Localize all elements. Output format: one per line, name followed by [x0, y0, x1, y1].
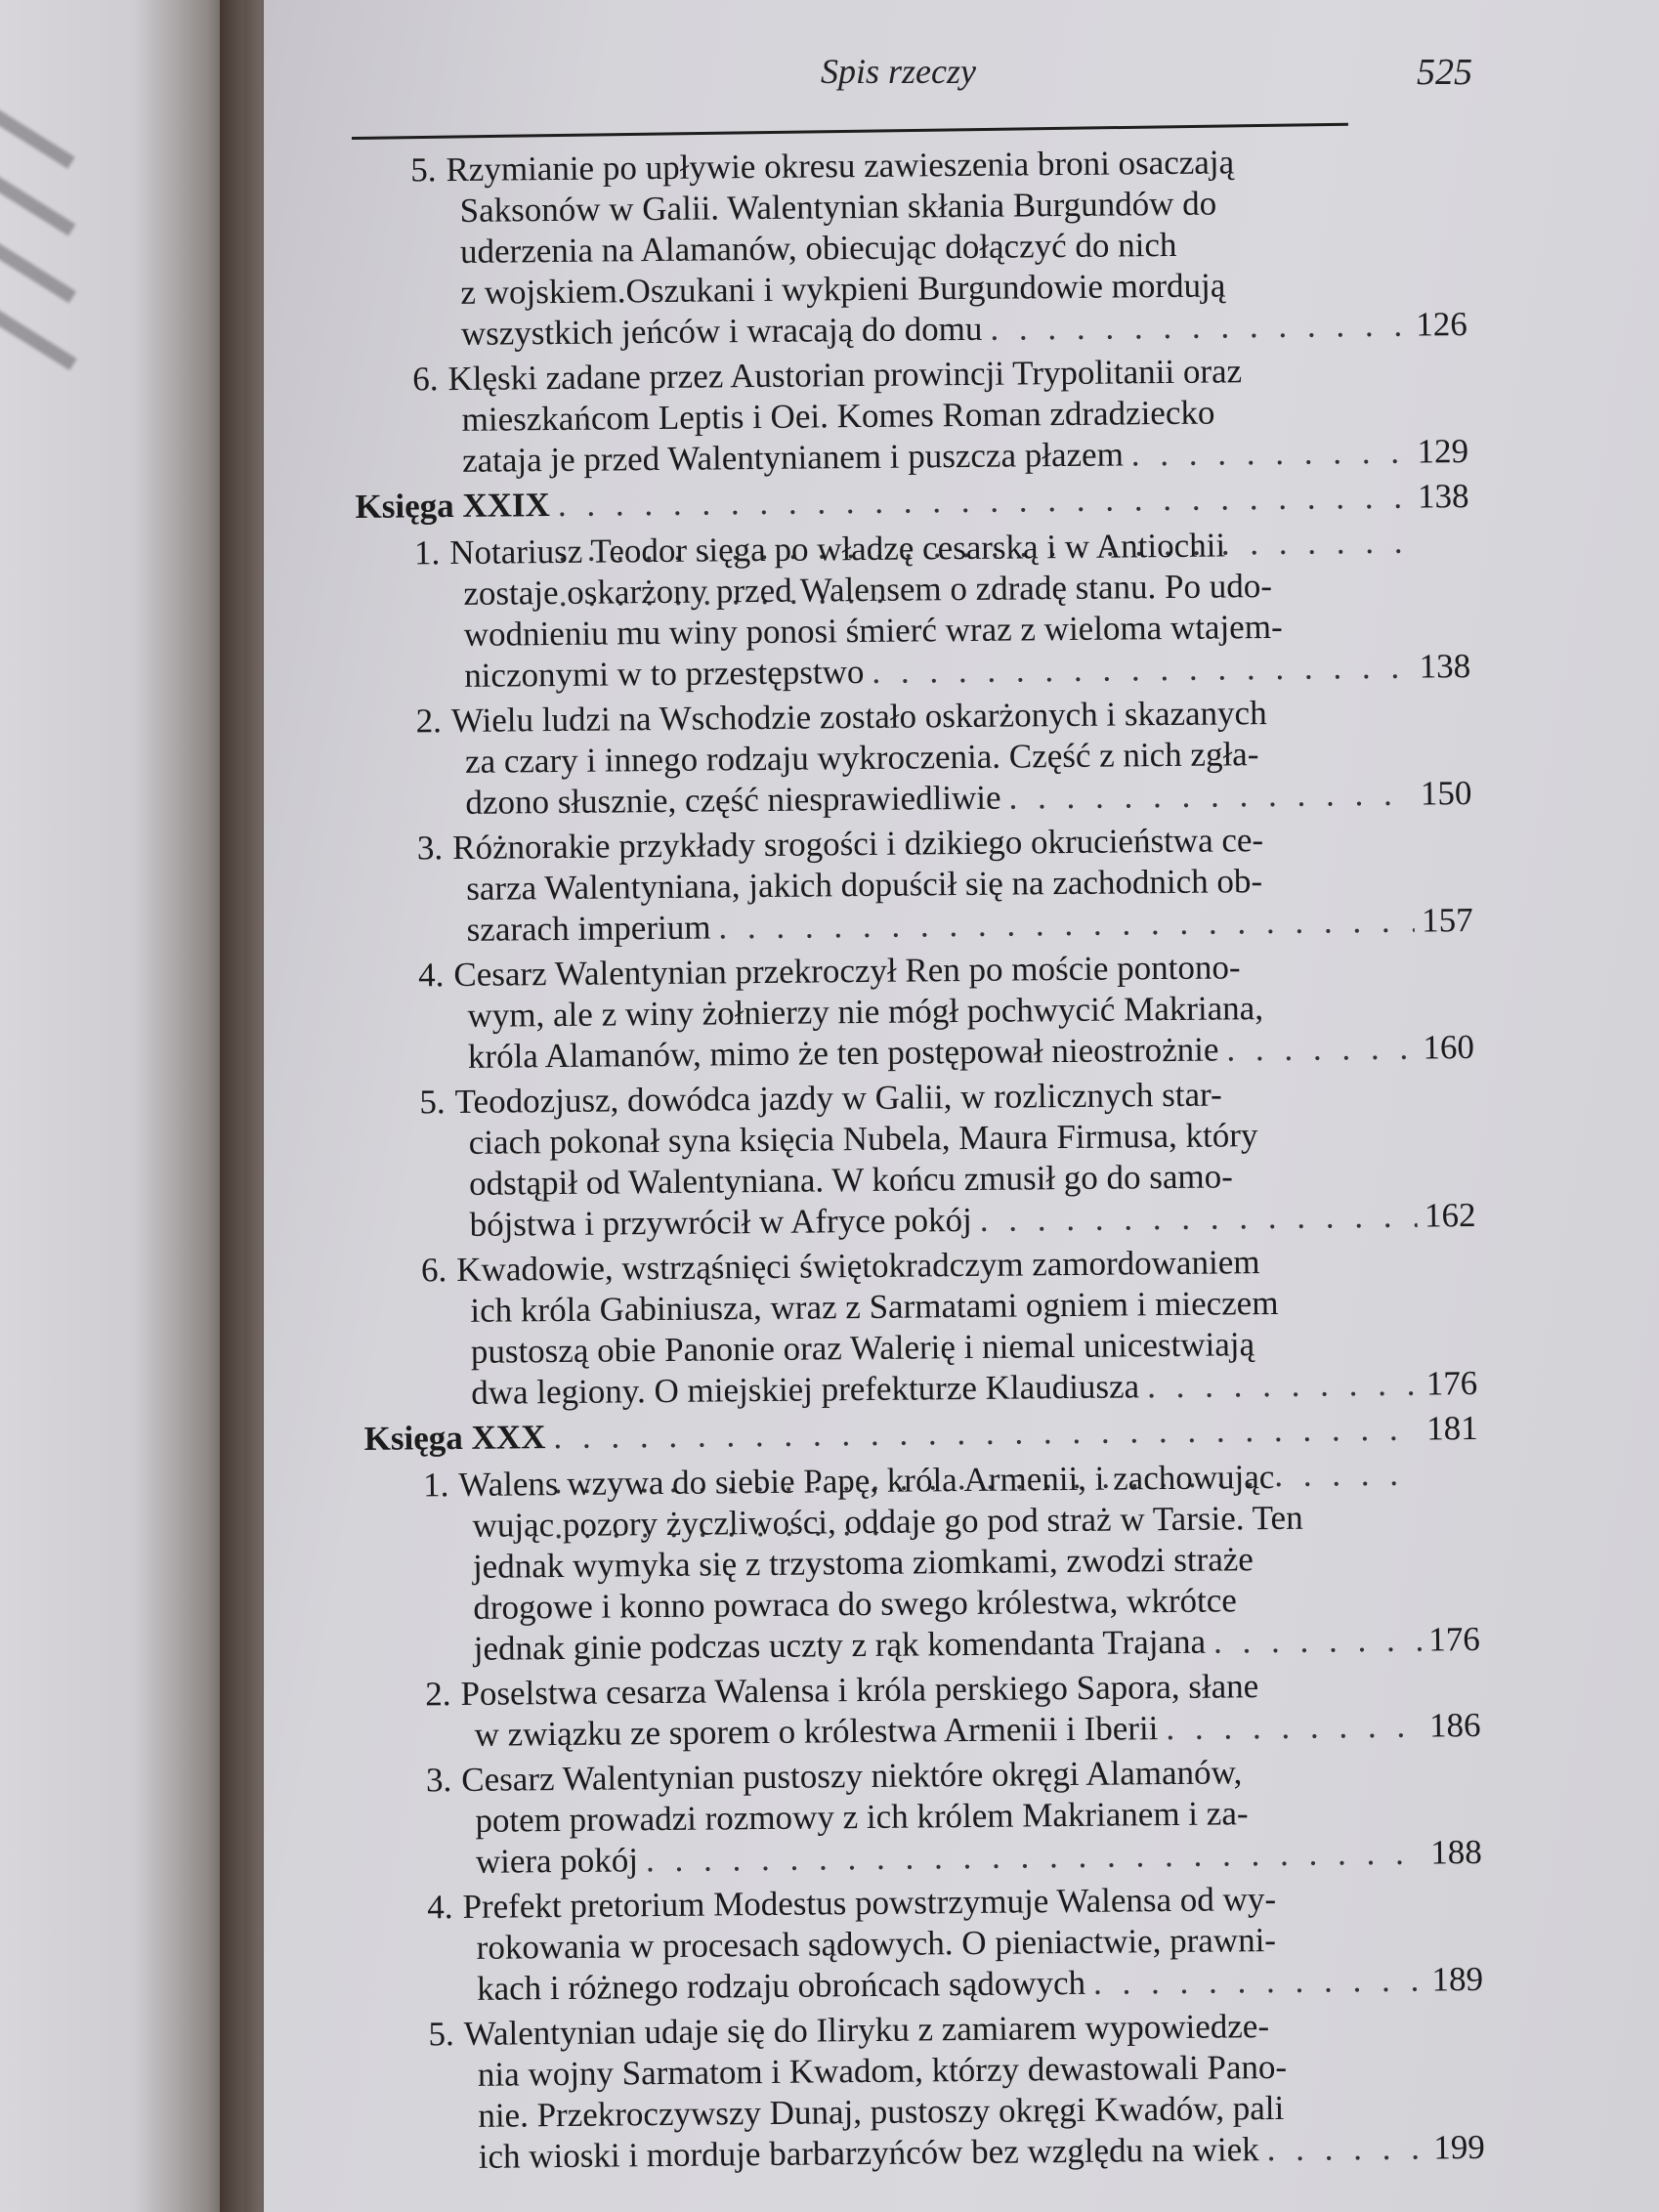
toc-page-number: 189 [1431, 1959, 1484, 1999]
entry-text: nia wojny Sarmatom i Kwadom, którzy dewastowali Pano- [477, 2047, 1288, 2094]
entry-text: drogowe i konno powraca do swego królestwa, wkrótce [473, 1581, 1237, 1627]
entry-text: jednak ginie podczas uczty z rąk komendanta Trajana [473, 1622, 1207, 1668]
right-page [264, 0, 1659, 2212]
entry-text: jednak wymyka się z trzystoma ziomkami, zwodzi straże [472, 1540, 1255, 1586]
dot-leader [646, 1833, 1424, 1882]
entry-text: nie. Przekroczywszy Dunaj, pustoszy okręgi Kwadów, pali [478, 2088, 1285, 2135]
entry-number: 3. [425, 1761, 452, 1800]
entry-text: ich wioski i morduje barbarzyńców bez względu na wiek [478, 2130, 1259, 2176]
entry-number: 6. [412, 360, 439, 399]
entry-text: odstąpił od Walentyniana. W końcu zmusił go do samo- [469, 1157, 1234, 1203]
toc-page-number: 199 [1433, 2127, 1485, 2167]
left-facing-page [0, 0, 244, 2212]
left-page-blurred-text [0, 39, 215, 2212]
entry-number: 5. [419, 1083, 446, 1122]
entry-text: Wielu ludzi na Wschodzie zostało oskarżonych i skazanych [450, 694, 1267, 741]
entry-text: króla Alamanów, mimo że ten postępował nieostrożnie [467, 1030, 1219, 1076]
entry-text: uderzenia na Alamanów, obiecując dołączyć do nich [459, 225, 1177, 271]
toc-page-number: 176 [1425, 1363, 1478, 1403]
entry-number: 3. [416, 829, 444, 868]
toc-book-heading [363, 1406, 1477, 1462]
dot-leader [1166, 1706, 1422, 1750]
entry-text: sarza Walentyniana, jakich dopuścił się na zachodnich ob- [466, 862, 1263, 908]
toc-book-heading [355, 474, 1468, 530]
toc-entry [362, 1240, 1478, 1415]
toc-entry [357, 691, 1471, 825]
entry-text: wszystkich jeńców i wracają do domu [460, 309, 983, 353]
toc-page-number: 186 [1428, 1705, 1481, 1745]
entry-text: zostaje oskarżony przed Walensem o zdradę stanu. Po udo- [463, 566, 1273, 613]
entry-number: 5. [410, 150, 437, 190]
entry-text: ich króla Gabiniusza, wraz z Sarmatami ogniem i mieczem [470, 1283, 1279, 1330]
entry-text: Saksonów w Galii. Walentynian skłania Burgundów do [459, 184, 1217, 230]
dot-leader [872, 647, 1412, 693]
toc-page-number: 181 [1425, 1408, 1478, 1448]
entry-text: Kwadowie, wstrząśnięci świętokradczym zamordowaniem [456, 1243, 1260, 1290]
header-rule [352, 123, 1348, 140]
entry-text: zataja je przed Walentynianem i puszcza płazem [461, 435, 1124, 480]
dot-leader [1008, 774, 1413, 819]
dot-leader [1093, 1960, 1425, 2004]
entry-text: wym, ale z winy żołnierzy nie mógł pochwycić Makriana, [467, 989, 1264, 1035]
entry-text: Różnorakie przykłady srogości i dzikiego okrucieństwa ce- [451, 821, 1264, 868]
entry-text: pustoszą obie Panonie oraz Walerię i niemal unicestwiają [470, 1325, 1255, 1371]
toc-entry [359, 818, 1473, 952]
toc-entry [368, 1877, 1483, 2011]
entry-text: wując pozory życzliwości, oddaje go pod straż w Tarsie. Ten [472, 1498, 1303, 1545]
entry-text: Prefekt pretorium Modestus powstrzymuje Walensa od wy- [462, 1880, 1277, 1926]
entry-text: Klęski zadane przez Austorian prowincji Trypolitanii oraz [447, 352, 1243, 399]
toc-entry [366, 1664, 1481, 1757]
entry-number: 1. [413, 533, 441, 573]
toc-entry [367, 1750, 1482, 1884]
entry-number: 4. [427, 1888, 453, 1927]
entry-number: 2. [425, 1675, 451, 1714]
dot-leader [1213, 1620, 1422, 1663]
dot-leader [980, 1196, 1418, 1241]
running-title: Spis rzeczy [821, 52, 976, 91]
toc-page-number: 150 [1420, 774, 1472, 813]
table-of-contents [352, 136, 1485, 2179]
entry-text: Notariusz Teodor sięga po władzę cesarską i w Antiochii [449, 526, 1226, 573]
toc-entry [369, 2004, 1485, 2179]
toc-entry [356, 523, 1471, 698]
entry-text: dwa legiony. O miejskiej prefekturze Klaudiusza [471, 1367, 1140, 1412]
entry-text: Teodozjusz, dowódca jazdy w Galii, w rozlicznych star- [454, 1075, 1222, 1122]
dot-leader [990, 305, 1408, 350]
entry-text: szarach imperium [466, 908, 711, 949]
entry-text: Rzymianie po upływie okresu zawieszenia broni osaczają [446, 143, 1235, 190]
entry-text: w związku ze sporem o królestwa Armenii i Iberii [474, 1709, 1159, 1754]
entry-number: 6. [420, 1251, 447, 1290]
entry-number: 1. [422, 1466, 449, 1505]
entry-text: za czary i innego rodzaju wykroczenia. Część z nich zgła- [464, 735, 1259, 781]
entry-text: ciach pokonał syna księcia Nubela, Maura Firmusa, który [468, 1116, 1258, 1162]
entry-text: z wojskiem.Oszukani i wykpieni Burgundowie mordują [460, 266, 1226, 312]
toc-entry [354, 349, 1468, 483]
entry-text: Walentynian udaje się do Iliryku z zamiarem wypowiedze- [463, 2007, 1270, 2053]
dot-leader [1131, 432, 1410, 476]
book-title: Księga XXIX [355, 486, 551, 526]
toc-entry [364, 1455, 1480, 1671]
entry-text: wodnieniu mu winy ponosi śmierć wraz z wieloma wtajem- [463, 607, 1283, 654]
entry-text: potem prowadzi rozmowy z ich królem Makrianem i za- [475, 1794, 1249, 1840]
toc-page-number: 157 [1421, 901, 1473, 940]
entry-text: rokowania w procesach sądowych. O pieniactwie, prawni- [476, 1921, 1277, 1967]
dot-leader [1226, 1028, 1415, 1071]
toc-entry [352, 140, 1468, 356]
toc-page-number: 176 [1428, 1619, 1480, 1659]
entry-text: dzono słusznie, część niesprawiedliwie [465, 778, 1001, 822]
running-header [264, 0, 1659, 147]
toc-entry [360, 945, 1474, 1079]
toc-entry [361, 1072, 1476, 1247]
entry-text: Walens wzywa do siebie Papę, króla Armenii, i zachowując [458, 1457, 1275, 1505]
toc-page-number: 126 [1416, 305, 1468, 344]
entry-text: kach i różnego rodzaju obrońcach sądowych [476, 1963, 1086, 2008]
entry-number: 4. [417, 956, 445, 995]
dot-leader [718, 901, 1414, 949]
toc-page-number: 129 [1417, 432, 1469, 471]
toc-page-number: 188 [1430, 1832, 1482, 1872]
toc-page-number: 138 [1417, 477, 1469, 516]
dot-leader [1147, 1364, 1419, 1408]
entry-text: Cesarz Walentynian pustoszy niektóre okręgi Alamanów, [461, 1753, 1243, 1799]
entry-number: 5. [428, 2015, 454, 2054]
dot-leader [1266, 2128, 1425, 2171]
entry-text: Cesarz Walentynian przekroczył Ren po moście pontono- [453, 948, 1241, 995]
toc-page-number: 162 [1424, 1196, 1476, 1235]
blurred-text-line [0, 39, 91, 169]
entry-text: niczonymi w to przestępstwo [464, 652, 865, 695]
page-number: 525 [1417, 52, 1472, 93]
entry-text: Poselstwa cesarza Walensa i króla perskiego Sapora, słane [460, 1667, 1259, 1714]
entry-text: bójstwa i przywrócił w Afryce pokój [469, 1200, 972, 1244]
entry-text: wiera pokój [475, 1841, 639, 1881]
entry-number: 2. [415, 702, 443, 741]
toc-page-number: 138 [1419, 647, 1471, 686]
entry-text: mieszkańcom Leptis i Oei. Komes Roman zdradziecko [461, 393, 1215, 439]
book-title: Księga XXX [363, 1418, 546, 1458]
toc-page-number: 160 [1423, 1028, 1475, 1067]
